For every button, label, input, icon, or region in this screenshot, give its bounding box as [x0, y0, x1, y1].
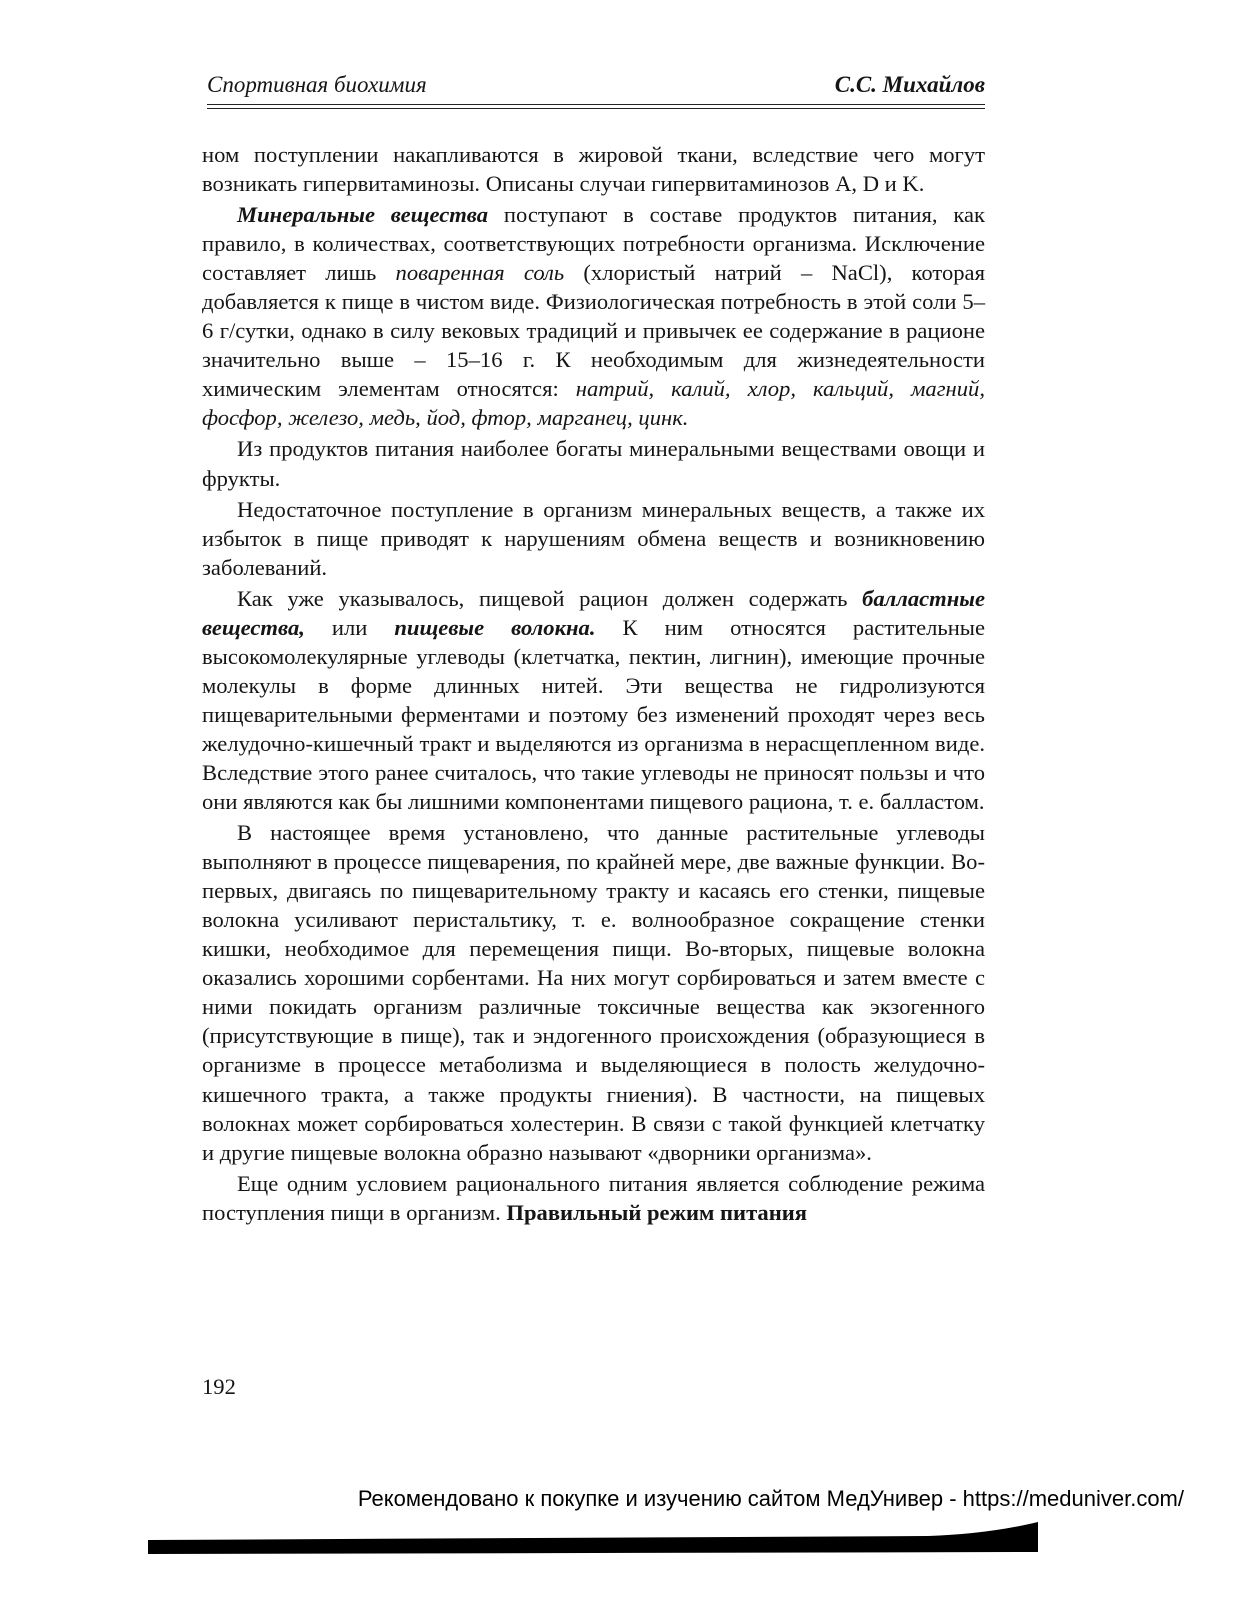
bold-term: Правильный режим питания — [506, 1199, 807, 1225]
bold-italic-term: балластные вещества, — [202, 585, 985, 640]
paragraph — [202, 434, 985, 492]
author-name: С.С. Михайлов — [834, 72, 985, 97]
paragraph — [202, 140, 985, 198]
text-run: Из продуктов питания наиболее богаты минеральными веществами овощи и фрукты. — [202, 436, 985, 491]
text-run: (хлористый натрий – NaCl), которая добавляется к пище в чистом виде. Физиологическая потребность в этой соли 5–6 г/сутки, однако в силу вековых традиций и привычек ее содержание в рационе значительно выше – 15–16 г. К необходимым для жизнедеятельности химическим элементам относятся: — [202, 260, 985, 402]
page-number: 192 — [202, 1374, 236, 1399]
bold-italic-term: пищевые волокна. — [394, 614, 596, 640]
header-rule — [207, 104, 985, 105]
book-title: Спортивная биохимия — [207, 72, 427, 97]
text-run: или — [304, 614, 395, 640]
scan-edge-bar — [148, 1522, 1038, 1562]
header-rule-secondary — [207, 108, 985, 109]
promo-line[interactable]: Рекомендовано к покупке и изучению сайтом МедУнивер - https://meduniver.com/ — [357, 1486, 1184, 1511]
paragraph — [202, 584, 985, 816]
body-text — [202, 140, 985, 1229]
paragraph — [202, 1169, 985, 1227]
bold-italic-term: Минеральные вещества — [237, 202, 489, 228]
text-run: ном поступлении накапливаются в жировой ткани, вследствие чего могут возникать гипервитаминозы. Описаны случаи гипервитаминозов A, D и K. — [202, 142, 985, 197]
italic-term: натрий, калий, хлор, кальций, магний, фосфор, железо, медь, йод, фтор, марганец, цинк. — [202, 376, 985, 431]
text-run: Еще одним условием рационального питания является соблюдение режима поступления пищи в организм. — [202, 1170, 985, 1225]
running-head — [207, 70, 985, 106]
paragraph — [202, 200, 985, 432]
text-run: Как уже указывалось, пищевой рацион должен содержать — [237, 585, 863, 611]
text-run: В настоящее время установлено, что данные растительные углеводы выполняют в процессе пищеварения, по крайней мере, две важные функции. Во-первых, двигаясь по пищеварительному тракту и касаясь его стенки, пищевые волокна усиливают перистальтику, т. е. волнообразное сокращение стенки кишки, необходимое для перемещения пищи. Во-вторых, пищевые волокна оказались хорошими сорбентами. На них могут сорбироваться и затем вместе с ними покидать организм различные токсичные вещества как экзогенного (присутствующие в пище), так и эндогенного происхождения (образующиеся в организме в процессе метаболизма и выделяющиеся в полость желудочно-кишечного тракта, а также продукты гниения). В частности, на пищевых волокнах может сорбироваться холестерин. В связи с такой функцией клетчатку и другие пищевые волокна образно называют «дворники организма». — [202, 820, 985, 1165]
text-run: К ним относятся растительные высокомолекулярные углеводы (клетчатка, пектин, лигнин), имеющие прочные молекулы в форме длинных нитей. Эти вещества не гидролизуются пищеварительными ферментами и поэтому без изменений проходят через весь желудочно-кишечный тракт и выделяются из организма в нерасщепленном виде. Вследствие этого ранее считалось, что такие углеводы не приносят пользы и что они являются как бы лишними компонентами пищевого рациона, т. е. балластом. — [202, 614, 985, 815]
text-run: Недостаточное поступление в организм минеральных веществ, а также их избыток в пище приводят к нарушениям обмена веществ и возникновению заболеваний. — [202, 496, 985, 580]
paragraph — [202, 818, 985, 1167]
paragraph — [202, 495, 985, 582]
text-run: поступают в составе продуктов питания, как правило, в количествах, соответствующих потребности организма. Исключение составляет лишь — [202, 202, 985, 286]
italic-term: поваренная соль — [395, 260, 565, 286]
